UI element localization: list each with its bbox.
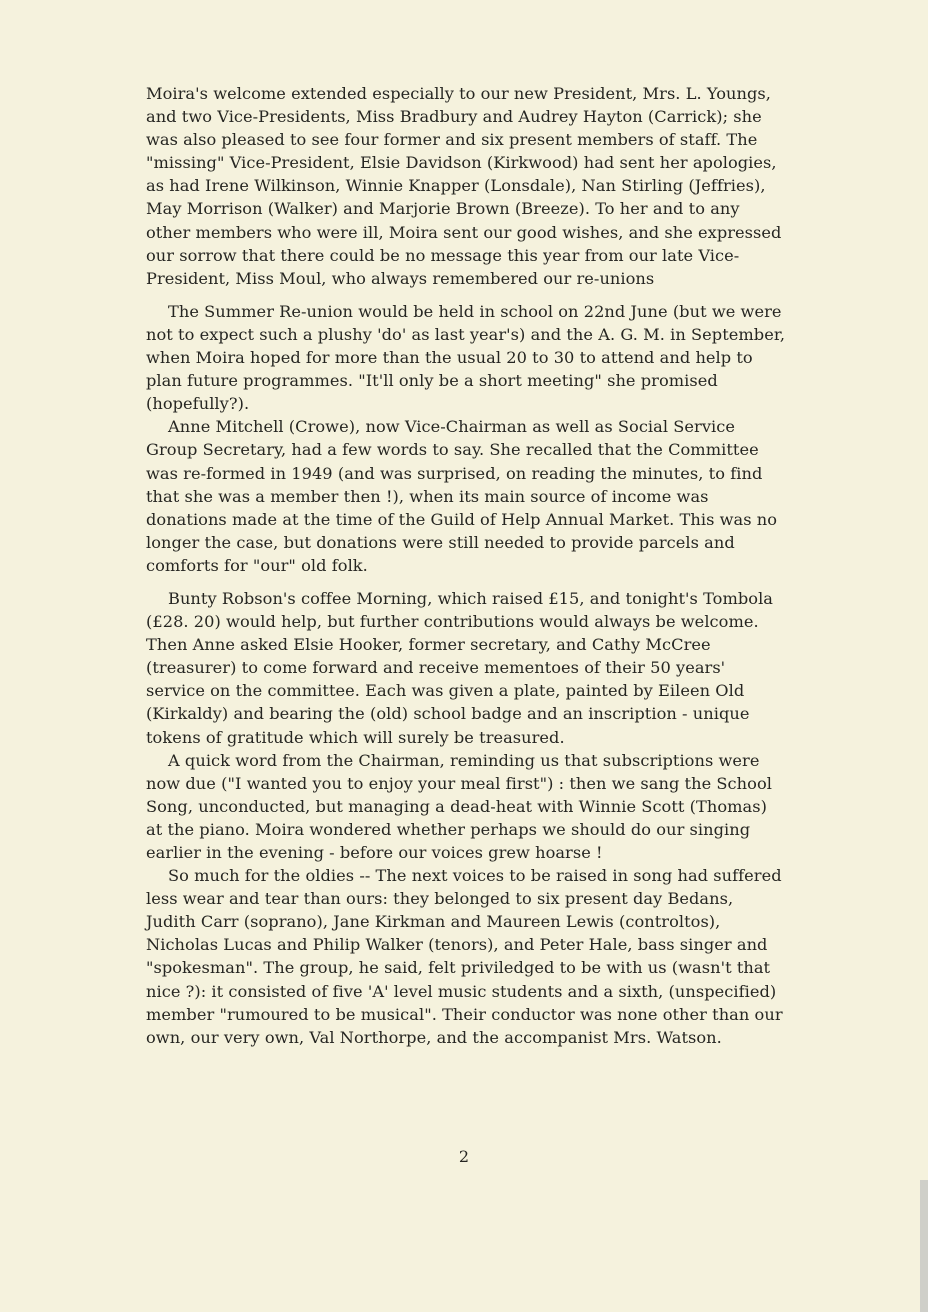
paragraph-chairman: A quick word from the Chairman, reminding us that subscriptions were now due ("I wanted you to enjoy your meal first") : then we sang the School Song, unconducted, but managing a dead-heat with Winnie Scott (Thomas) at the piano. Moira wondered whether perhaps we should do our singing earlier in the evening - before our voices grew hoarse ! (146, 750, 772, 862)
paragraph-oldies: So much for the oldies -- The next voices to be raised in song had suffered less wear and tear than ours: they belonged to six present day Bedans, Judith Carr (soprano), Jane Kirkman and Maureen Lewis (controltos), Nicholas Lucas and Philip Walker (tenors), and Peter Hale, bass singer and "spokesman". The group, he said, felt priviledged to be with us (wasn't that nice ?): it consisted of five 'A' level music students and a sixth, (unspecified) member "rumoured to be musical". Their conductor was none other than our own, our very own, Val Northorpe, and the accompanist Mrs. Watson. (146, 866, 783, 1047)
paragraph-anne-mitchell: Anne Mitchell (Crowe), now Vice-Chairman as well as Social Service Group Secretary, had a few words to say. She recalled that the Committee was re-formed in 1949 (and was surprised, on reading the minutes, to find that she was a member then !), when its main source of income was donations made at the time of the Guild of Help Annual Market. This was no longer the case, but donations were still needed to provide parcels and comforts for "our" old folk. (146, 417, 778, 575)
paragraph-bunty-robson: Bunty Robson's coffee Morning, which raised £15, and tonight's Tombola (£28. 20) would help, but further contributions would always be welcome. Then Anne asked Elsie Hooker, former secretary, and Cathy McCree (treasurer) to come forward and receive mementoes of their 50 years' service on the committee. Each was given a plate, painted by Eileen Old (Kirkaldy) and bearing the (old) school badge and an inscription - unique tokens of gratitude which will surely be treasured. (146, 588, 774, 747)
page-edge-shadow (920, 1180, 928, 1312)
page-number: 2 (458, 1147, 470, 1166)
paragraph-summer-reunion: The Summer Re-union would be held in school on 22nd June (but we were not to expect such a plushy 'do' as last year's) and the A. G. M. in September, when Moira hoped for more than the usual 20 to 30 to attend and help to plan future programmes. "It'll only be a short meeting" she promised (hopefully?). (146, 301, 786, 414)
document-body (146, 82, 786, 1049)
paragraph-welcome: Moira's welcome extended especially to our new President, Mrs. L. Youngs, and two Vice-Presidents, Miss Bradbury and Audrey Hayton (Carrick); she was also pleased to see four former and six present members of staff. The "missing" Vice-President, Elsie Davidson (Kirkwood) had sent her apologies, as had Irene Wilkinson, Winnie Knapper (Lonsdale), Nan Stirling (Jeffries), May Morrison (Walker) and Marjorie Brown (Breeze). To her and to any other members who were ill, Moira sent our good wishes, and she expressed our sorrow that there could be no message this year from our late Vice-President, Miss Moul, who always remembered our re-unions (146, 84, 782, 288)
